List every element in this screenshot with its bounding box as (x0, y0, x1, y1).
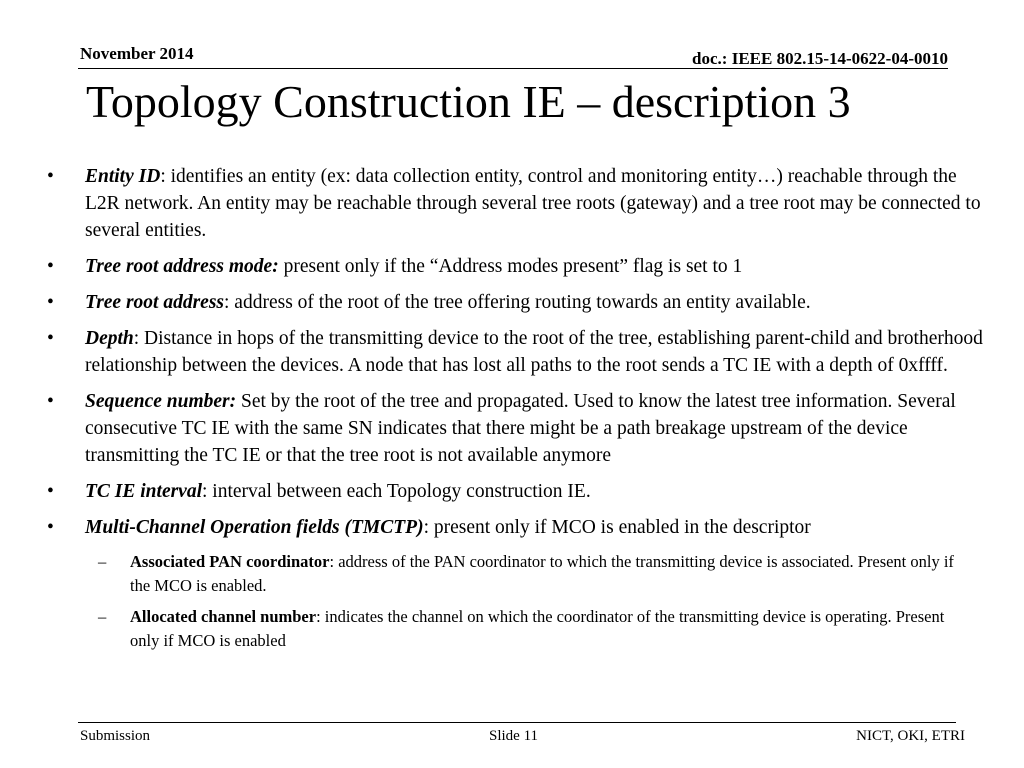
header-date: November 2014 (80, 44, 194, 63)
bullet-text: : Distance in hops of the transmitting device to the root of the tree, establishing parent-child and brotherhood relationship between the devices. A node that has lost all paths to the root sends a TC IE with a depth of 0xffff. (85, 328, 983, 376)
footer-slide-number: Slide 11 (489, 728, 539, 744)
bullet-term: Tree root address (85, 292, 225, 313)
sub-bullet-term: Associated PAN coordinator (130, 552, 330, 571)
bullet-dot-icon: • (47, 481, 54, 502)
dash-icon: – (98, 552, 107, 571)
bullet-tree-root-address-mode (44, 253, 994, 280)
bullet-dot-icon: • (47, 517, 54, 538)
header-doc-id: doc.: IEEE 802.15-14-0622-04-0010 (692, 49, 948, 68)
bullet-sequence-number (44, 388, 994, 469)
slide-body (44, 163, 994, 660)
sub-bullet-text: : address of the PAN coordinator to which the transmitting device is associated. Present only if the MCO is enabled. (130, 552, 954, 595)
sub-bullet-text: : indicates the channel on which the coordinator of the transmitting device is operating. Present only if MCO is enabled (130, 607, 945, 650)
bullet-term: TC IE interval (85, 481, 203, 502)
bullet-entity-id (44, 163, 994, 244)
slide-title: Topology Construction IE – description 3 (86, 76, 851, 127)
bullet-text: present only if the “Address modes present” flag is set to 1 (278, 256, 743, 277)
bullet-dot-icon: • (47, 292, 54, 313)
bullet-tc-ie-interval (44, 478, 994, 505)
bullet-term: Multi-Channel Operation fields (TMCTP) (85, 517, 424, 538)
bullet-term: Depth (85, 328, 134, 349)
bullet-text: Set by the root of the tree and propagated. Used to know the latest tree information. Several consecutive TC IE with the same SN indicates that there might be a path breakage upstream of the device transmitting the TC IE or that the tree root is not available anymore (85, 391, 956, 466)
sub-bullet-term: Allocated channel number (130, 607, 317, 626)
bullet-term: Entity ID (85, 166, 161, 187)
bullet-depth (44, 325, 994, 379)
footer-rule (78, 722, 956, 723)
bullet-text: : present only if MCO is enabled in the descriptor (423, 517, 811, 538)
bullet-dot-icon: • (47, 328, 54, 349)
bullet-term: Tree root address mode: (85, 256, 279, 277)
header-rule (78, 68, 948, 69)
bullet-term: Sequence number: (85, 391, 237, 412)
bullet-text: : interval between each Topology construction IE. (202, 481, 591, 502)
bullet-dot-icon: • (47, 256, 54, 277)
dash-icon: – (98, 607, 107, 626)
bullet-mco-fields (44, 514, 994, 541)
bullet-text: : identifies an entity (ex: data collection entity, control and monitoring entity…) reachable through the L2R network. An entity may be reachable through several tree roots (gateway) and a tree root may be connected to several entities. (85, 166, 981, 241)
bullet-tree-root-address (44, 289, 994, 316)
footer-authors: NICT, OKI, ETRI (856, 728, 965, 744)
bullet-dot-icon: • (47, 166, 54, 187)
bullet-text: : address of the root of the tree offering routing towards an entity available. (224, 292, 811, 313)
sub-bullet-allocated-channel-number (44, 605, 976, 652)
bullet-dot-icon: • (47, 391, 54, 412)
sub-bullet-associated-pan-coordinator (44, 550, 976, 597)
footer-submission: Submission (80, 728, 151, 744)
